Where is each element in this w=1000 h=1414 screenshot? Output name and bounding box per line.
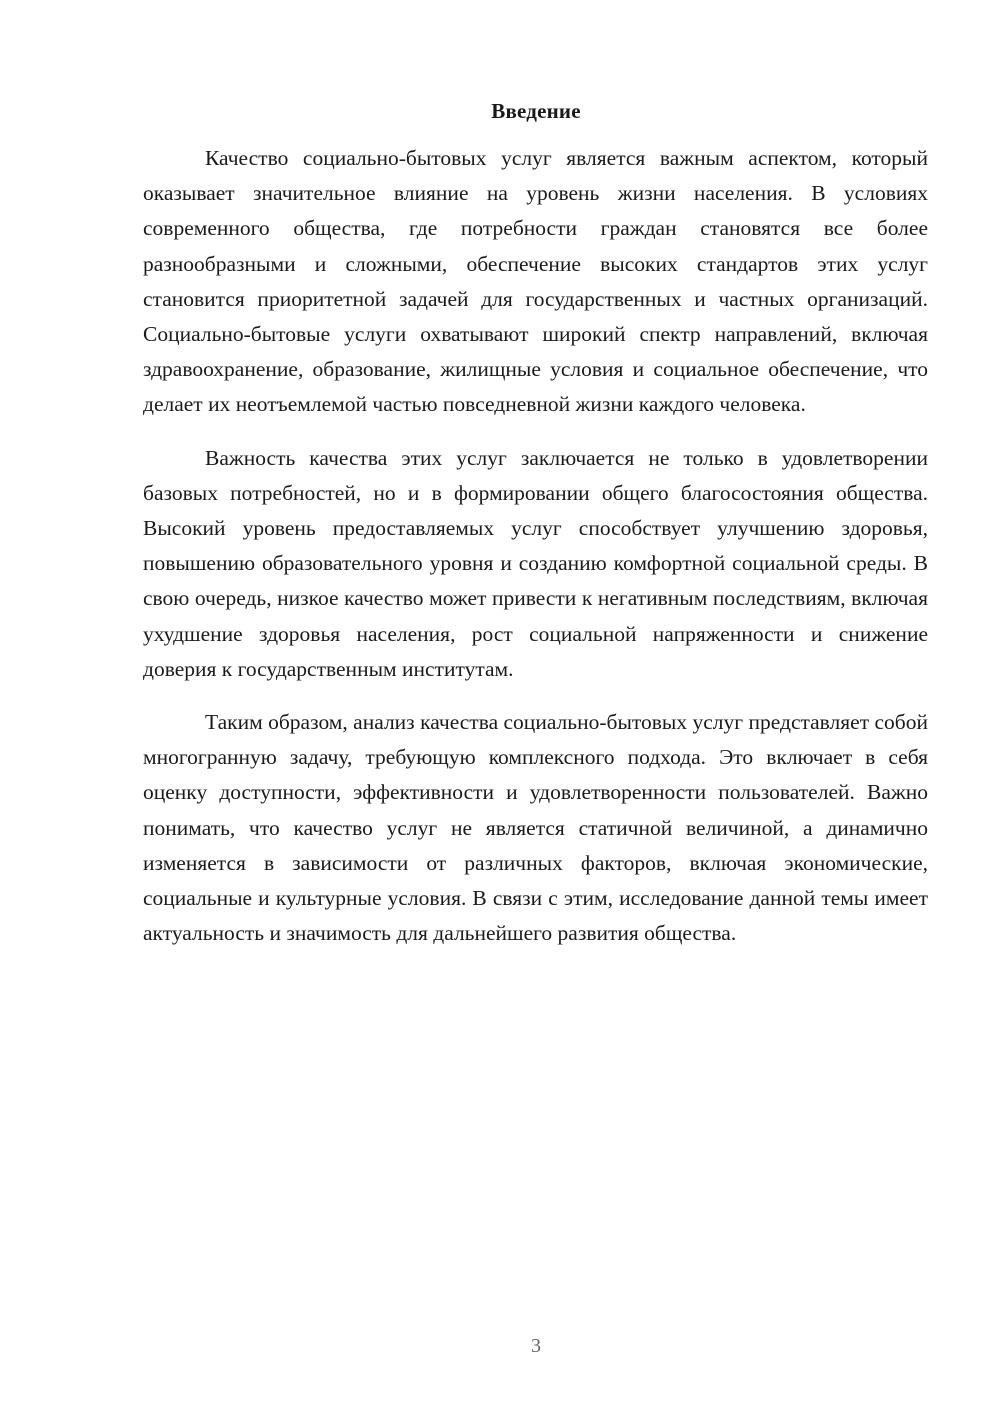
paragraph-3: Таким образом, анализ качества социально-бытовых услуг представляет собой многогранную задачу, требующую комплексного подхода. Это включает в себя оценку доступности, эффективности и удовлетворенности пользователей. Важно понимать, что качество услуг не является статичной величиной, а динамично изменяется в зависимости от различных факторов, включая экономические, социальные и культурные условия. В связи с этим, исследование данной темы имеет актуальность и значимость для дальнейшего развития общества. [143, 710, 928, 946]
paragraph-1: Качество социально-бытовых услуг является важным аспектом, который оказывает значительное влияние на уровень жизни населения. В условиях современного общества, где потребности граждан становятся все более разнообразными и сложными, обеспечение высоких стандартов этих услуг становится приоритетной задачей для государственных и частных организаций. Социально-бытовые услуги охватывают широкий спектр направлений, включая здравоохранение, образование, жилищные условия и социальное обеспечение, что делает их неотъемлемой частью повседневной жизни каждого человека. [143, 146, 928, 417]
page-number: 3 [531, 1335, 541, 1357]
body-text [143, 141, 928, 951]
section-heading: Введение [491, 99, 581, 123]
paragraph-2: Важность качества этих услуг заключается не только в удовлетворении базовых потребностей, но и в формировании общего благосостояния общества. Высокий уровень предоставляемых услуг способствует улучшению здоровья, повышению образовательного уровня и созданию комфортной социальной среды. В свою очередь, низкое качество может привести к негативным последствиям, включая ухудшение здоровья населения, рост социальной напряженности и снижение доверия к государственным институтам. [143, 445, 928, 681]
